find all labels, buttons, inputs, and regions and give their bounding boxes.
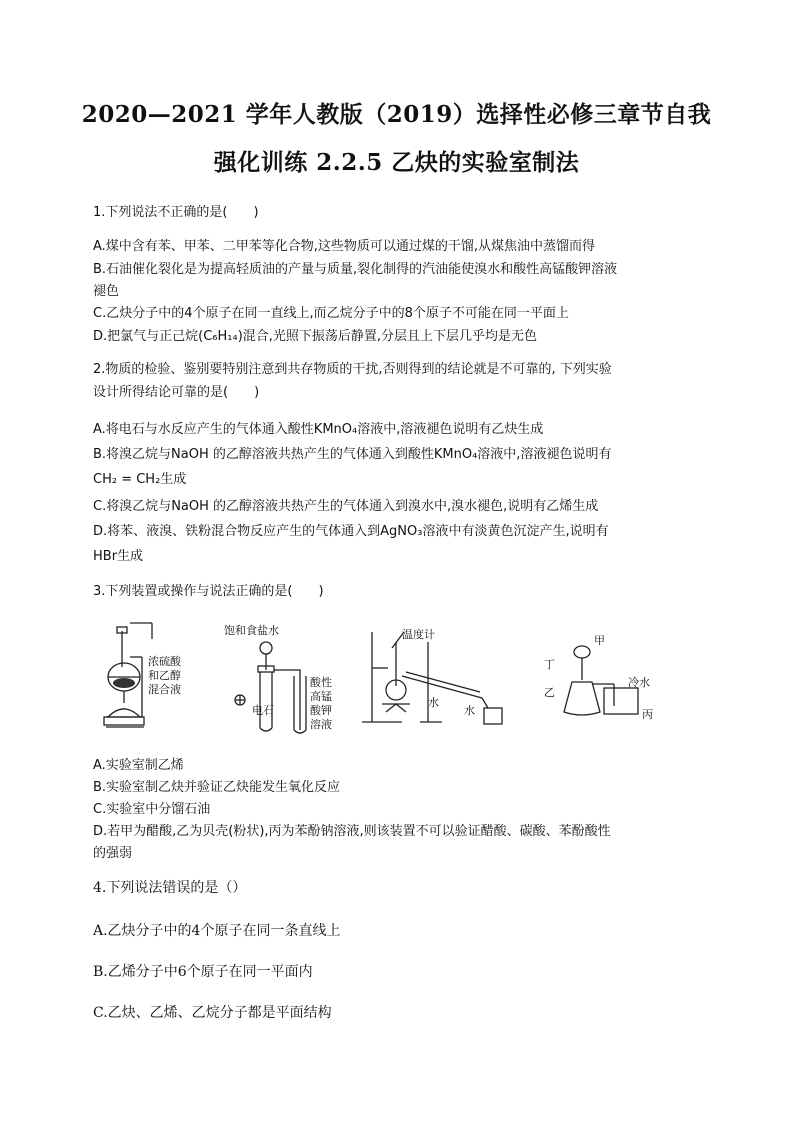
q1-option-c: C.乙炔分子中的4个原子在同一直线上,而乙烷分子中的8个原子不可能在同一平面上 bbox=[93, 306, 569, 321]
fig-b-solution-3: 酸钾 bbox=[310, 704, 332, 717]
fig-d-cold-water-label: 冷水 bbox=[628, 676, 650, 689]
q2-stem-line2: 设计所得结论可靠的是( ) bbox=[93, 385, 260, 400]
q4-option-c: C.乙炔、乙烯、乙烷分子都是平面结构 bbox=[93, 1005, 332, 1021]
figure-d-acidity-apparatus bbox=[536, 626, 666, 726]
q2-option-b-line2: CH₂ = CH₂生成 bbox=[93, 472, 187, 487]
fig-b-top-label: 饱和食盐水 bbox=[224, 624, 279, 637]
fig-d-yi-label: 乙 bbox=[544, 686, 555, 699]
q4-option-b: B.乙烯分子中6个原子在同一平面内 bbox=[93, 964, 313, 980]
q3-option-b: B.实验室制乙炔并验证乙炔能发生氧化反应 bbox=[93, 780, 341, 795]
q1-option-b-line2: 褪色 bbox=[93, 284, 120, 299]
fig-b-solid-label: 电石 bbox=[252, 704, 274, 717]
q3-stem: 3.下列装置或操作与说法正确的是( ) bbox=[93, 584, 324, 599]
fig-d-jia-label: 甲 bbox=[594, 634, 605, 647]
q1-option-b-line1: B.石油催化裂化是为提高轻质油的产量与质量,裂化制得的汽油能使溴水和酸性高锰酸钾溶液 bbox=[93, 262, 618, 277]
q2-option-c: C.将溴乙烷与NaOH 的乙醇溶液共热产生的气体通入到溴水中,溴水褪色,说明有乙烯生成 bbox=[93, 499, 599, 514]
fig-a-label-1: 浓硫酸 bbox=[148, 655, 181, 668]
figure-c-distillation-apparatus bbox=[362, 622, 512, 732]
title-line-2: 强化训练 2.2.5 乙炔的实验室制法 bbox=[213, 149, 580, 176]
fig-a-label-3: 混合液 bbox=[148, 683, 181, 696]
q3-option-d-line2: 的强弱 bbox=[93, 846, 133, 861]
fig-d-ding-label: 丁 bbox=[544, 658, 555, 671]
q3-option-c: C.实验室中分馏石油 bbox=[93, 802, 211, 817]
figure-b-acetylene-apparatus bbox=[222, 620, 342, 740]
q2-option-b-line1: B.将溴乙烷与NaOH 的乙醇溶液共热产生的气体通入到酸性KMnO₄溶液中,溶液褪色说明有 bbox=[93, 447, 612, 462]
q2-option-a: A.将电石与水反应产生的气体通入酸性KMnO₄溶液中,溶液褪色说明有乙炔生成 bbox=[93, 422, 544, 437]
fig-c-thermometer-label: 温度计 bbox=[402, 628, 435, 641]
q4-stem: 4.下列说法错误的是（） bbox=[93, 880, 247, 896]
fig-a-label-2: 和乙醇 bbox=[148, 669, 181, 682]
fig-b-solution-1: 酸性 bbox=[310, 676, 332, 689]
q1-option-a: A.煤中含有苯、甲苯、二甲苯等化合物,这些物质可以通过煤的干馏,从煤焦油中蒸馏而得 bbox=[93, 239, 596, 254]
q3-option-a: A.实验室制乙烯 bbox=[93, 758, 184, 773]
q2-option-d-line1: D.将苯、液溴、铁粉混合物反应产生的气体通入到AgNO₃溶液中有淡黄色沉淀产生,说明有 bbox=[93, 524, 609, 539]
fig-c-water-label-2: 水 bbox=[464, 704, 475, 717]
q2-stem-line1: 2.物质的检验、鉴别要特别注意到共存物质的干扰,否则得到的结论就是不可靠的, 下列实验 bbox=[93, 362, 612, 377]
title-line-1: 2020—2021 学年人教版（2019）选择性必修三章节自我 bbox=[81, 101, 712, 128]
q1-option-d: D.把氯气与正己烷(C₆H₁₄)混合,光照下振荡后静置,分层且上下层几乎均是无色 bbox=[93, 329, 538, 344]
q4-option-a: A.乙炔分子中的4个原子在同一条直线上 bbox=[93, 923, 341, 939]
figure-a-ethylene-apparatus bbox=[100, 617, 210, 737]
q1-stem: 1.下列说法不正确的是( ) bbox=[93, 205, 259, 220]
fig-b-solution-2: 高锰 bbox=[310, 690, 332, 703]
q3-option-d-line1: D.若甲为醋酸,乙为贝壳(粉状),丙为苯酚钠溶液,则该装置不可以验证醋酸、碳酸、苯酚酸性 bbox=[93, 824, 611, 839]
q2-option-d-line2: HBr生成 bbox=[93, 549, 144, 564]
fig-b-solution-4: 溶液 bbox=[310, 718, 332, 731]
fig-d-bing-label: 丙 bbox=[642, 708, 653, 721]
fig-c-water-label-1: 水 bbox=[428, 696, 439, 709]
